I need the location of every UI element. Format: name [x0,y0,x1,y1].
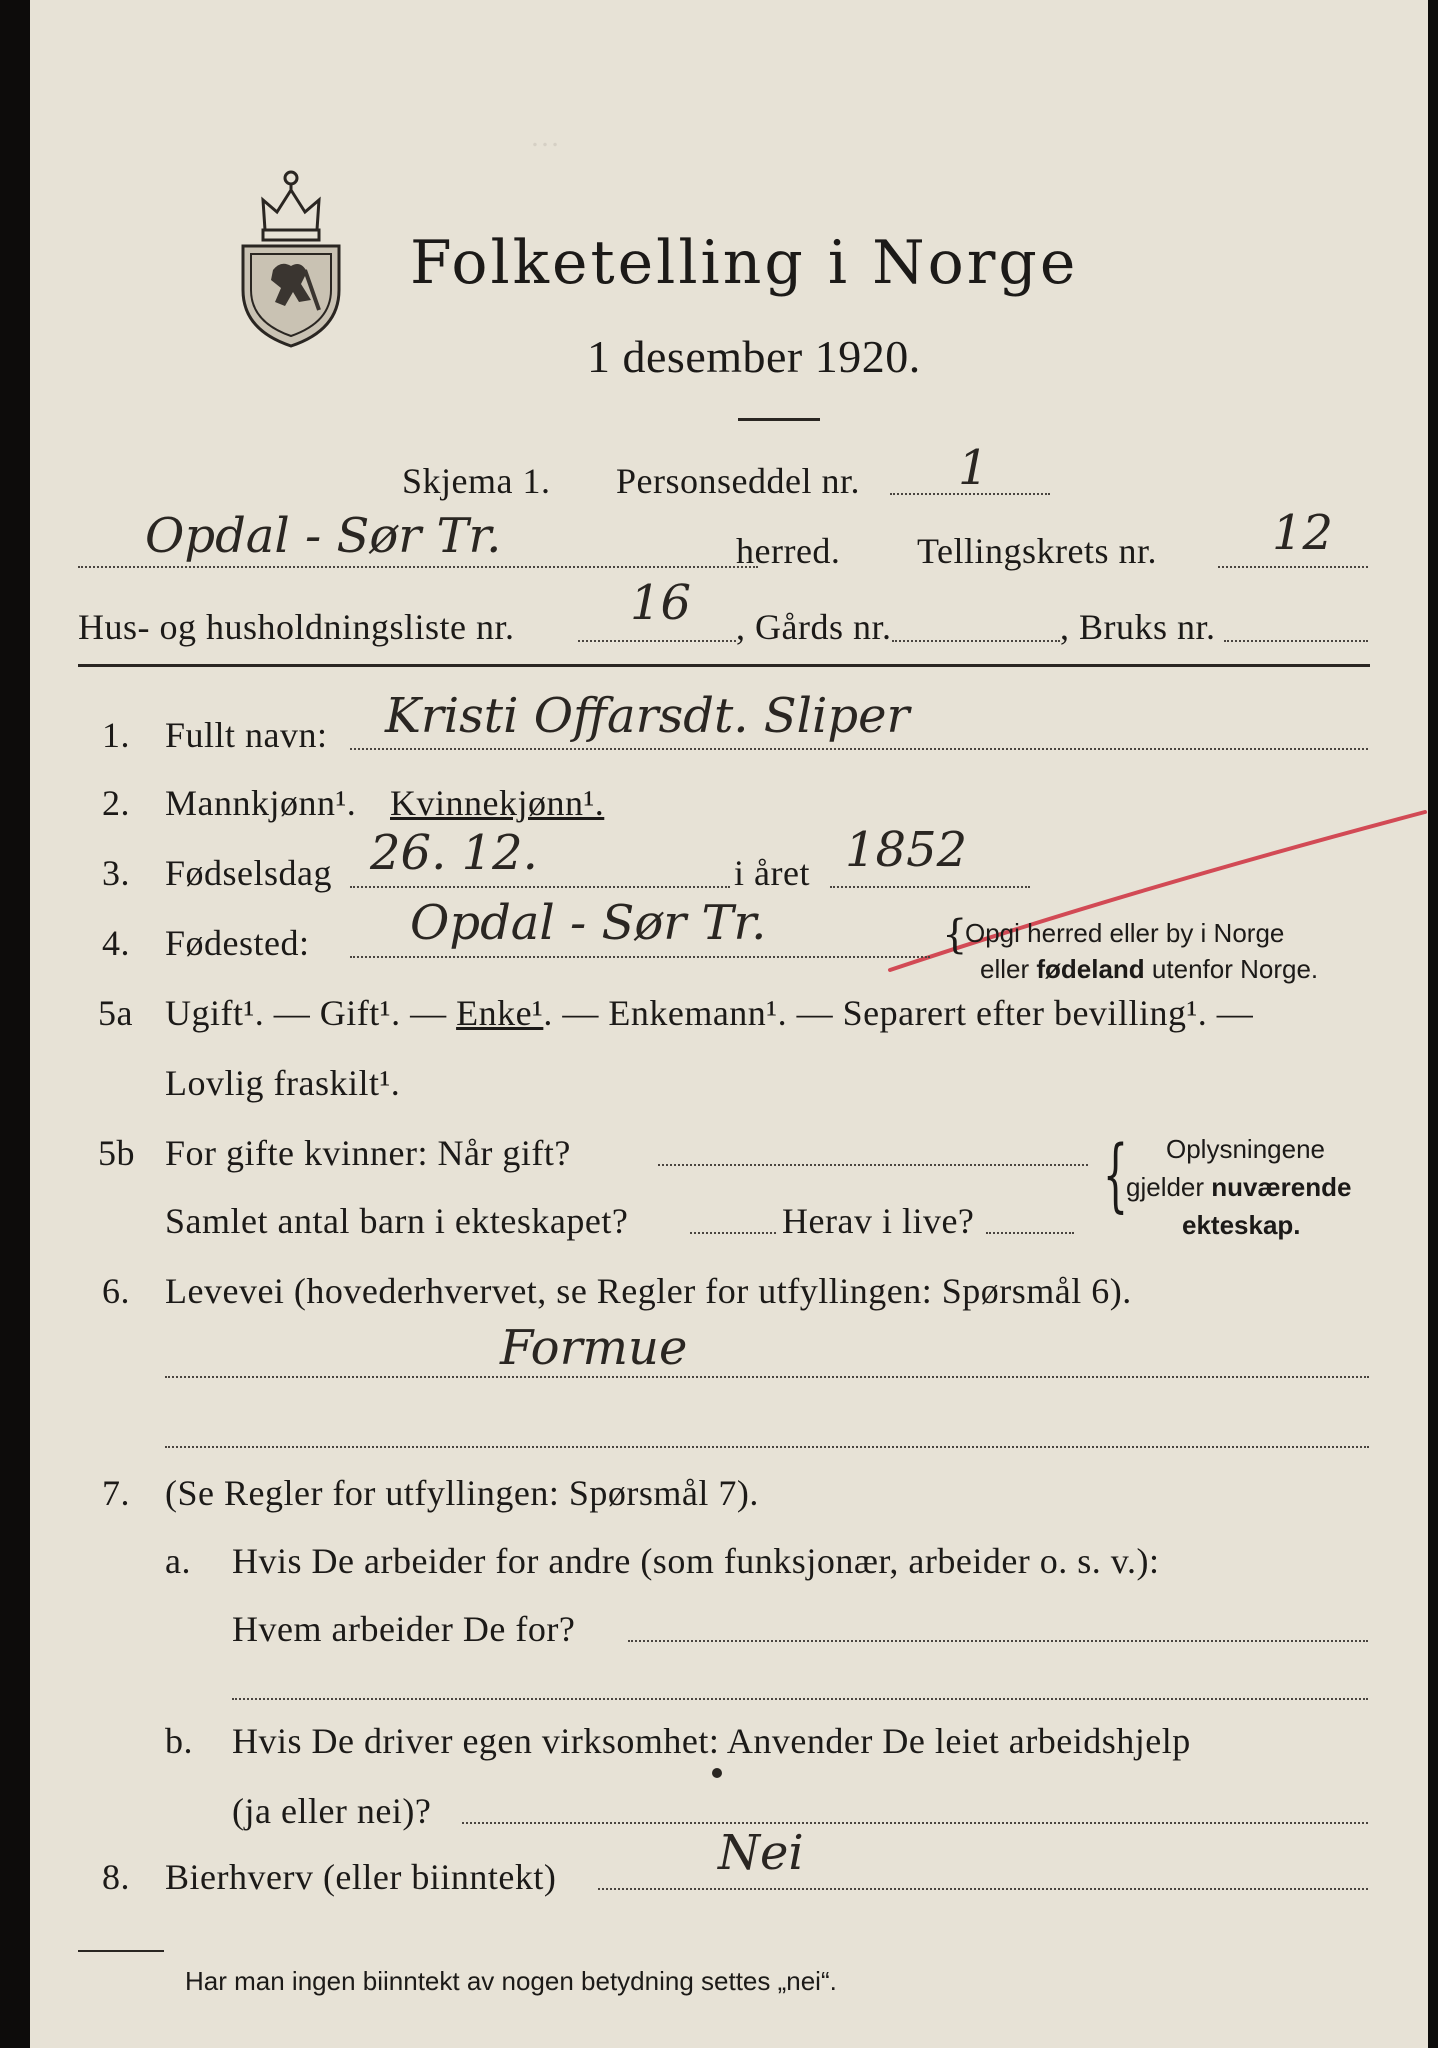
footnote-divider [78,1950,164,1952]
tellingskrets-label: Tellingskrets nr. [917,531,1157,571]
q7a-number: a. [165,1541,191,1581]
gards-field-line [892,640,1060,642]
birthplace-value[interactable]: Opdal - Sør Tr. [410,895,767,951]
bruks-field-line [1224,640,1368,642]
marriage-note-line2 [1126,1172,1351,1203]
birthplace-note-pre: eller [980,954,1037,984]
children-alive-field-line [986,1232,1074,1234]
q1-number: 1. [102,715,130,755]
birthplace-field-line [350,956,930,958]
brace-icon: { [942,912,968,958]
divorced-option[interactable]: Lovlig fraskilt¹. [165,1063,401,1103]
occupation-label: Levevei (hovederhvervet, se Regler for utfyllingen: Spørsmål 6). [165,1271,1132,1311]
full-name-value[interactable]: Kristi Offarsdt. Sliper [385,688,910,744]
q7a-line1: Hvis De arbeider for andre (som funksjonær, arbeider o. s. v.): [232,1541,1160,1581]
census-form [30,0,1428,2048]
year-label: i året [734,853,810,893]
q5a-number: 5a [98,993,133,1033]
census-date: 1 desember 1920. [587,331,921,382]
q2-number: 2. [102,783,130,823]
hired-help-field-line [462,1822,1368,1824]
birthplace-note-post: utenfor Norge. [1144,954,1319,984]
q4-label: Fødested: [165,923,310,963]
bleed-through-text: … [530,120,560,153]
side-income-label: Bierhverv (eller biinntekt) [165,1857,557,1897]
hus-field-line [578,640,736,642]
birthplace-note-line1: Opgi herred eller by i Norge [965,918,1285,948]
q5b-number: 5b [98,1133,135,1173]
skjema-label: Skjema 1. [402,461,551,501]
birthplace-note-line2 [980,954,1318,985]
title-divider [738,418,820,421]
occupation-field-line-1 [165,1376,1369,1378]
employer-field-line-2 [232,1698,1368,1700]
gards-label: , Gårds nr. [736,607,892,647]
occupation-value[interactable]: Formue [500,1320,688,1376]
birthplace-note-bold: fødeland [1036,954,1145,984]
female-option-underlined[interactable]: Kvinnekjønn¹. [390,783,605,823]
marital-options-pre[interactable]: Ugift¹. — Gift¹. — [165,993,457,1033]
q1-label: Fullt navn: [165,715,328,755]
widow-option-underlined[interactable]: Enke¹ [456,993,544,1033]
marital-options-rest[interactable]: . — Enkemann¹. — Separert efter bevilling¹. — [543,993,1254,1033]
side-income-value[interactable]: Nei [718,1825,804,1881]
birth-year-value[interactable]: 1852 [845,822,968,878]
when-married-field-line [658,1164,1088,1166]
marriage-note-bold: nuværende [1211,1172,1352,1202]
q4-number: 4. [102,923,130,963]
marital-status-options [165,992,1253,1034]
birthday-value[interactable]: 26. 12. [370,825,538,881]
personseddel-value[interactable]: 1 [958,440,989,496]
q7b-number: b. [165,1721,193,1761]
when-married-label: For gifte kvinner: Når gift? [165,1133,571,1173]
q7-number: 7. [102,1473,130,1513]
male-option[interactable]: Mannkjønn¹. [165,783,357,823]
q1-field-line [350,748,1368,750]
q6-number: 6. [102,1271,130,1311]
employer-field-line-1 [628,1640,1368,1642]
children-alive-label: Herav i live? [782,1201,975,1241]
marriage-note-line3: ekteskap. [1182,1210,1301,1240]
occupation-field-line-2 [165,1446,1369,1448]
tellingskrets-value[interactable]: 12 [1272,505,1334,561]
children-total-field-line [690,1232,776,1234]
marriage-note-line1: Oplysningene [1166,1134,1325,1164]
marriage-note-pre: gjelder [1126,1172,1212,1202]
hired-help-label: (ja eller nei)? [232,1791,432,1831]
side-income-field-line [598,1888,1368,1890]
herred-label: herred. [736,531,841,571]
footnote: Har man ingen biinntekt av nogen betydning settes „nei“. [185,1966,837,1996]
employer-label: Hvem arbeider De for? [232,1609,576,1649]
tellingskrets-field-line [1218,566,1368,568]
ink-dot [712,1768,722,1778]
herred-field-line [78,566,758,568]
herred-value[interactable]: Opdal - Sør Tr. [145,508,502,564]
brace-icon: { [1102,1128,1129,1221]
header-separator [78,664,1370,667]
q7b-line1: Hvis De driver egen virksomhet: Anvender De leiet arbeidshjelp [232,1721,1191,1761]
q8-number: 8. [102,1857,130,1897]
hus-value[interactable]: 16 [630,575,692,631]
form-title: Folketelling i Norge [410,228,1079,298]
children-total-label: Samlet antal barn i ekteskapet? [165,1201,629,1241]
q3-label: Fødselsdag [165,853,332,893]
q3-number: 3. [102,853,130,893]
bruks-label: , Bruks nr. [1060,607,1216,647]
coat-of-arms-icon [235,160,347,350]
personseddel-label: Personseddel nr. [616,461,860,501]
birthday-field-line [350,886,730,888]
hus-label: Hus- og husholdningsliste nr. [78,607,515,647]
q7-label: (Se Regler for utfyllingen: Spørsmål 7). [165,1473,759,1513]
